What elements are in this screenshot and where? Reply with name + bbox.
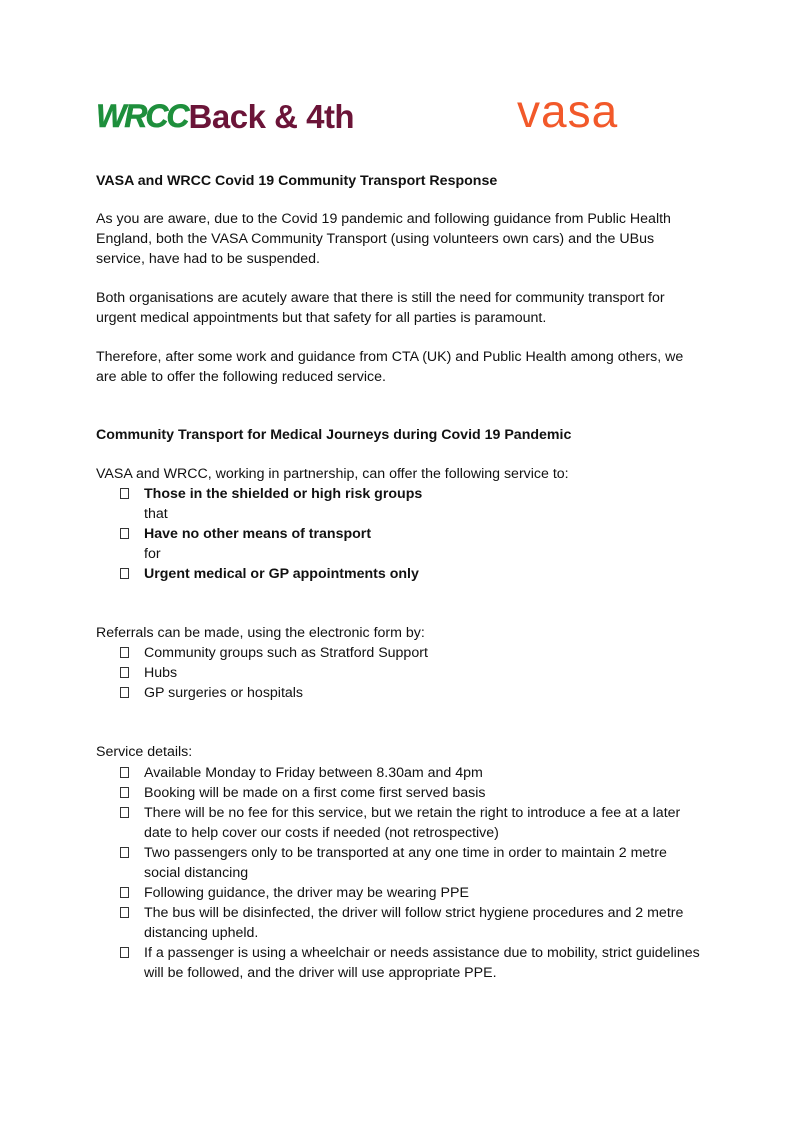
list-item (96, 683, 706, 703)
intro-paragraph-3: Therefore, after some work and guidance from CTA (UK) and Public Health among others, we are able to offer the following reduced service. (96, 349, 684, 385)
criteria-connector: that (144, 506, 168, 522)
list-item (96, 663, 706, 683)
checkbox-bullet-icon (120, 887, 129, 898)
detail-text: If a passenger is using a wheelchair or needs assistance due to mobility, strict guidelines will be followed, and the driver will use appropriate PPE. (144, 945, 700, 981)
checkbox-bullet-icon (120, 767, 129, 778)
list-item (96, 763, 706, 783)
detail-text: Following guidance, the driver may be wearing PPE (144, 885, 469, 901)
list-item (96, 883, 706, 903)
detail-text: There will be no fee for this service, but we retain the right to introduce a fee at a later date to help cover our costs if needed (not retrospective) (144, 805, 681, 841)
list-item (96, 903, 706, 943)
checkbox-bullet-icon (120, 787, 129, 798)
list-item (96, 484, 706, 504)
checkbox-bullet-icon (120, 528, 129, 539)
document-title: VASA and WRCC Covid 19 Community Transport Response (96, 173, 498, 189)
intro-paragraph-2: Both organisations are acutely aware that there is still the need for community transport for urgent medical appointments but that safety for all parties is paramount. (96, 290, 665, 326)
service-intro: VASA and WRCC, working in partnership, can offer the following service to: (96, 466, 569, 482)
list-item (96, 524, 706, 544)
detail-text: Two passengers only to be transported at any one time in order to maintain 2 metre social distancing (144, 845, 667, 881)
list-item (96, 643, 706, 663)
criteria-connector: for (144, 546, 161, 562)
referrals-list (96, 643, 706, 703)
checkbox-bullet-icon (120, 488, 129, 499)
details-list (96, 763, 706, 983)
list-item (96, 564, 706, 584)
checkbox-bullet-icon (120, 568, 129, 579)
checkbox-bullet-icon (120, 667, 129, 678)
checkbox-bullet-icon (120, 847, 129, 858)
wrcc-logo-brand: Back & 4th (188, 97, 355, 135)
list-item (96, 783, 706, 803)
checkbox-bullet-icon (120, 807, 129, 818)
checkbox-bullet-icon (120, 907, 129, 918)
referral-text: Community groups such as Stratford Support (144, 645, 428, 661)
checkbox-bullet-icon (120, 947, 129, 958)
intro-paragraph-1: As you are aware, due to the Covid 19 pandemic and following guidance from Public Health England, both the VASA Community Transport (using volunteers own cars) and the UBus service, have had to be suspended. (96, 211, 671, 267)
criteria-list (96, 484, 706, 584)
wrcc-logo (96, 98, 354, 134)
details-intro: Service details: (96, 744, 193, 760)
criteria-text: Those in the shielded or high risk groups (144, 486, 423, 502)
criteria-text: Urgent medical or GP appointments only (144, 566, 419, 582)
criteria-text: Have no other means of transport (144, 526, 372, 542)
list-item (96, 803, 706, 843)
referral-text: GP surgeries or hospitals (144, 685, 304, 701)
detail-text: Available Monday to Friday between 8.30am and 4pm (144, 765, 483, 781)
list-item (96, 943, 706, 983)
vasa-logo: vasa (517, 85, 619, 137)
referrals-intro: Referrals can be made, using the electronic form by: (96, 625, 425, 641)
detail-text: The bus will be disinfected, the driver will follow strict hygiene procedures and 2 metre distancing upheld. (144, 905, 684, 941)
referral-text: Hubs (144, 665, 178, 681)
checkbox-bullet-icon (120, 687, 129, 698)
list-item (96, 843, 706, 883)
section-heading: Community Transport for Medical Journeys during Covid 19 Pandemic (96, 427, 572, 443)
detail-text: Booking will be made on a first come first served basis (144, 785, 486, 801)
checkbox-bullet-icon (120, 647, 129, 658)
wrcc-logo-mark: WRCC (96, 98, 188, 134)
